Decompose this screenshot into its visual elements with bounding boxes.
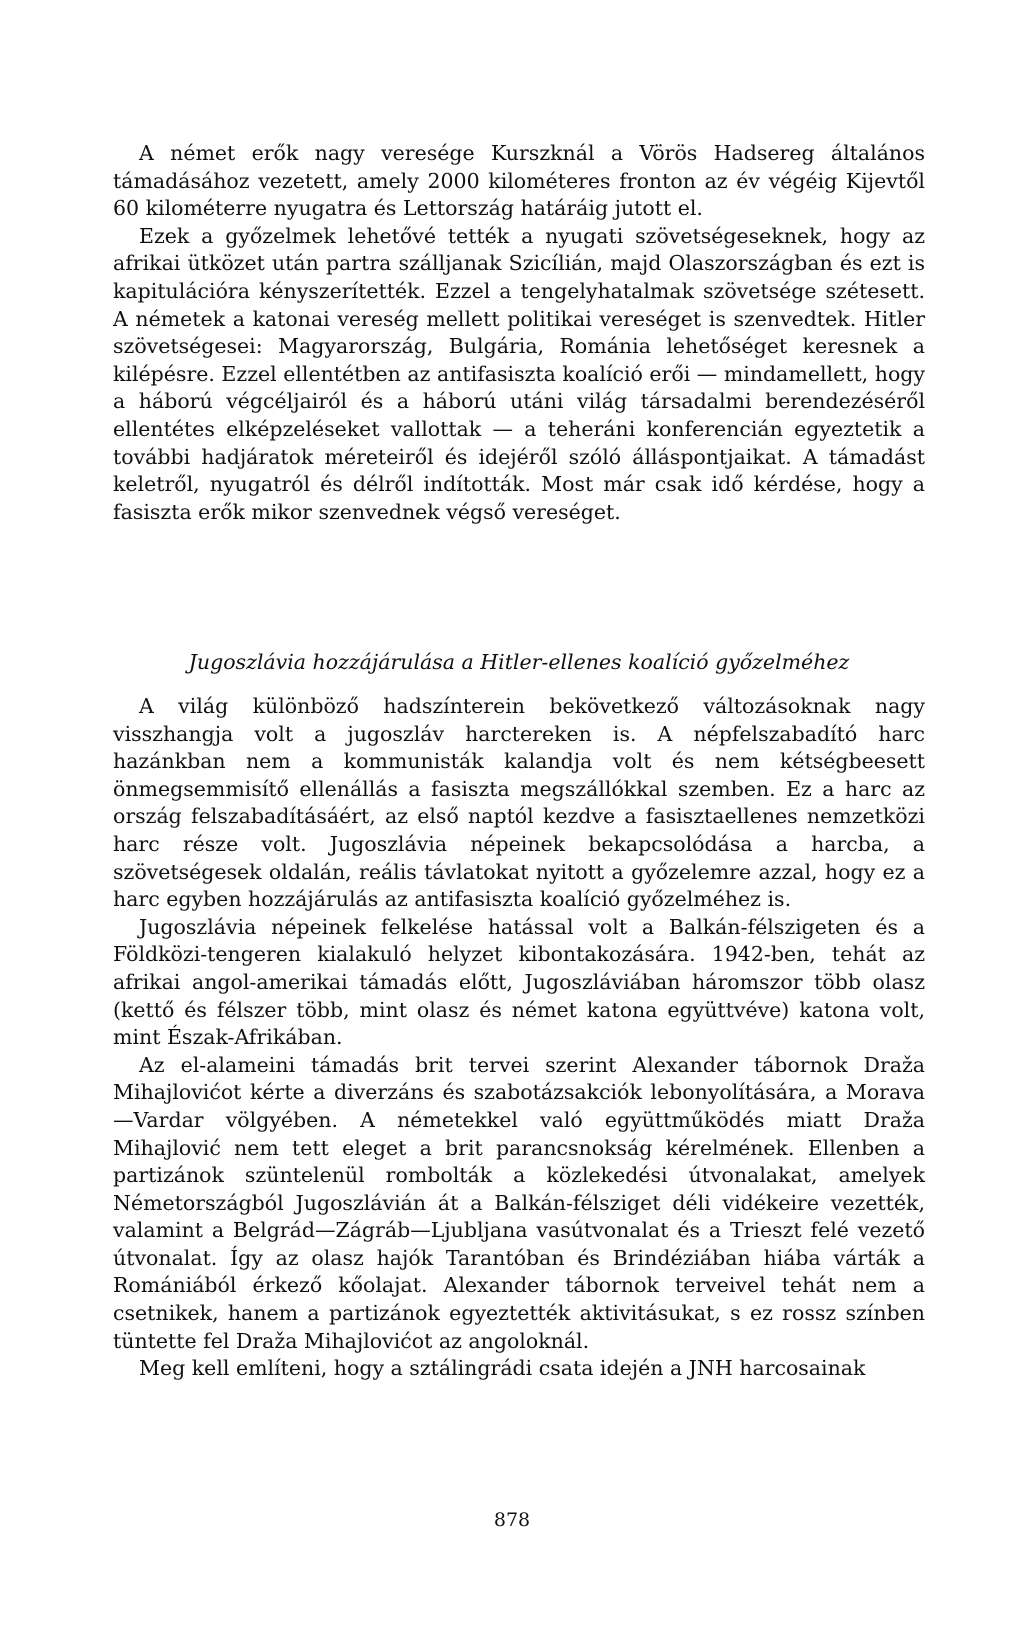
section-2-text xyxy=(113,693,925,1383)
paragraph: Jugoszlávia népeinek felkelése hatással volt a Balkán-félszigeten és a Földközi-tengeren kialakuló helyzet kibontakozására. 1942-ben, tehát az afrikai angol-amerikai támadás előtt, Jugoszláviában háromszor több olasz (kettő és félszer több, mint olasz és német katona együttvéve) katona volt, mint Észak-Afrikában. xyxy=(113,914,925,1050)
paragraph: Az el-alameini támadás brit tervei szerint Alexander tábornok Draža Mihajlovićot kérte a diverzáns és szabotázsakciók lebonyolítására, a Morava—Vardar völgyében. A németekkel való együttműködés miatt Draža Mihajlović nem tett eleget a brit parancsnokság kérelmének. Ellenben a partizánok szüntelenül rombolták a közlekedési útvonalakat, amelyek Németországból Jugoszlávián át a Balkán-félsziget déli vidékeire vezették, valamint a Belgrád—Zágráb—Ljubljana vasútvonalat és a Trieszt felé vezető útvonalat. Így az olasz hajók Tarantóban és Brindéziában hiába várták a Romániából érkező kőolajat. Alexander tábornok terveivel tehát nem a csetnikek, hanem a partizánok egyeztették aktivitásukat, s ez rossz színben tüntette fel Draža Mihajlovićot az angoloknál. xyxy=(113,1052,925,1353)
paragraph: A német erők nagy veresége Kurszknál a Vörös Hadsereg általános támadásához vezetett, amely 2000 kilométeres fronton az év végéig Kijevtől 60 kilométerre nyugatra és Lettország határáig jutott el. xyxy=(113,141,925,221)
paragraph: Ezek a győzelmek lehetővé tették a nyugati szövetségeseknek, hogy az afrikai ütközet után partra szálljanak Szicílián, majd Olaszországban és ezt is kapitulációra kényszerítették. Ezzel a tengelyhatalmak szövetsége szétesett. A németek a katonai vereség mellett politikai vereséget is szenvedtek. Hitler szövetségesei: Magyarország, Bulgária, Románia lehetőséget keresnek a kilépésre. Ezzel ellentétben az antifasiszta koalíció erői — mindamellett, hogy a háború végcéljairól és a háború utáni világ társadalmi berendezéséről ellentétes elképzeléseket vallottak — a teheráni konferencián egyeztetik a további hadjáratok méreteiről és idejéről szóló álláspontjaikat. A támadást keletről, nyugatról és délről indították. Most már csak idő kérdése, hogy a fasiszta erők mikor szenvednek végső vereséget. xyxy=(113,223,925,524)
section-1-text xyxy=(113,140,925,526)
paragraph: A világ különböző hadszínterein bekövetkező változásoknak nagy visszhangja volt a jugoszláv harctereken is. A népfelszabadító harc hazánkban nem a kommunisták kalandja volt és nem kétségbeesett önmegsemmisítő ellenállás a fasiszta megszállókkal szemben. Ez a harc az ország felszabadításáért, az első naptól kezdve a fasisztaellenes nemzetközi harc része volt. Jugoszlávia népeinek bekapcsolódása a harcba, a szövetségesek oldalán, reális távlatokat nyitott a győzelemre azzal, hogy ez a harc egyben hozzájárulás az antifasiszta koalíció győzelméhez is. xyxy=(113,694,925,912)
section-heading: Jugoszlávia hozzájárulása a Hitler-ellenes koalíció győzelméhez xyxy=(188,650,850,674)
page-number: 878 xyxy=(493,1509,531,1531)
paragraph: Meg kell említeni, hogy a sztálingrádi csata idején a JNH harcosainak xyxy=(139,1356,866,1381)
